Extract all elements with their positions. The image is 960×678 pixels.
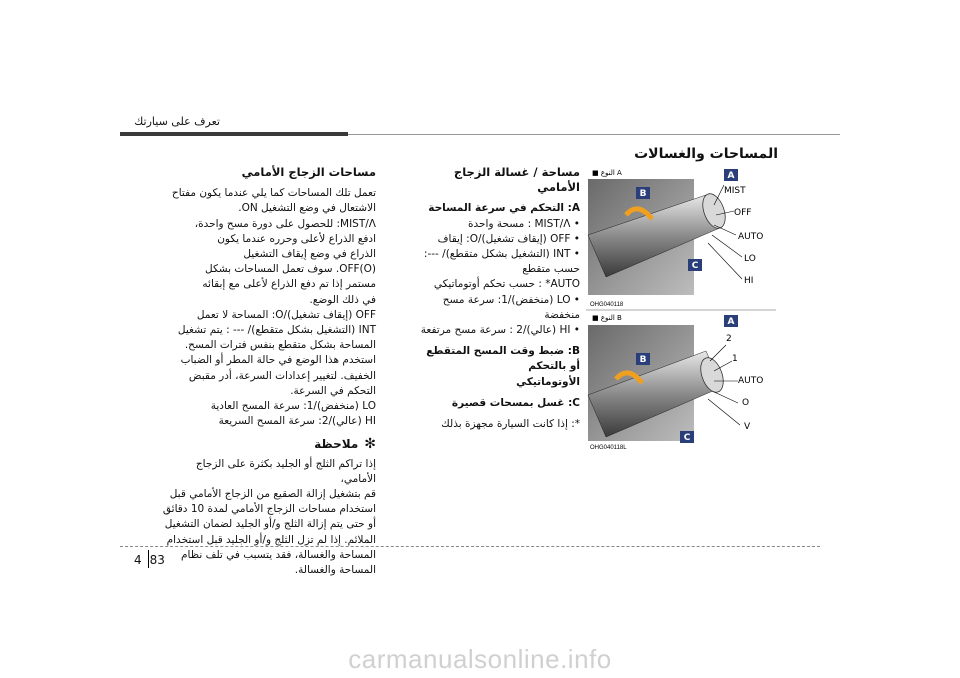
page-number-value: 83: [149, 553, 165, 567]
type-b-code: OHG040118L: [590, 445, 627, 451]
svg-text:C: C: [691, 261, 699, 271]
text-line: مستمر إذا تم دفع الذراع لأعلى مع إبقائه: [202, 278, 376, 291]
type-a-lo-label: LO: [744, 254, 756, 264]
note-line: استخدام مساحات الزجاج الأمامي لمدة 10 دقائق: [162, 503, 376, 516]
text-line: • OFF (إيقاف تشغيل)/O: إيقاف: [437, 232, 580, 245]
svg-text:B: B: [639, 355, 647, 365]
wiper-washer-heading: مساحة / غسالة الزجاج الأمامي: [453, 165, 580, 195]
note-line: المساحة والغسالة، فقد يتسبب في تلف نظام: [181, 548, 376, 561]
text-line: LO (منخفض)/1: سرعة المسح العادية: [210, 400, 376, 413]
text-line: INT (التشغيل بشكل متقطع)/ --- : يتم تشغيل: [177, 324, 376, 337]
text-line: الأوتوماتيكي: [516, 375, 580, 388]
text-line: استخدم هذا الوضع في حالة المطر أو الضباب: [180, 354, 376, 367]
text-line: • INT (التشغيل بشكل متقطع)/ ---:: [423, 248, 580, 261]
text-line: تعمل تلك المساحات كما يلي عندما يكون مفتاح: [171, 187, 376, 200]
text-line: C: غسل بمسحات قصيرة: [451, 396, 580, 409]
text-line: B: ضبط وقت المسح المتقطع أو بالتحكم: [426, 345, 580, 373]
footer-rule: [120, 546, 820, 547]
text-line: HI (عالي)/2: سرعة المسح السريعة: [218, 415, 376, 428]
type-a-label: ■ النوع A: [592, 169, 622, 177]
text-line: • HI (عالي)/2 : سرعة مسح مرتفعة: [420, 324, 580, 337]
text-line: المساحة بشكل متقطع بنفس فترات المسح.: [184, 339, 376, 352]
type-b-2-label: 2: [726, 334, 732, 344]
note-star-icon: ✻: [364, 436, 376, 453]
type-b-o-label: O: [742, 398, 750, 408]
type-a-mist-label: MIST: [724, 186, 746, 196]
section-title: المساحات والغسالات: [634, 146, 778, 162]
text-line: الخفيف. لتغيير إعدادات السرعة، أدر مقبض: [188, 369, 376, 382]
windshield-wipers-heading: مساحات الزجاج الأمامي: [241, 165, 376, 179]
text-line: OFF (إيقاف تشغيل)/O: المساحة لا تعمل: [196, 308, 376, 321]
note-line: إذا تراكم الثلج أو الجليد بكثرة على الزجاج الأمامي،: [195, 457, 376, 485]
note-line: قم بتشغيل إزالة الصقيع من الزجاج الأمامي قبل: [169, 488, 376, 501]
windshield-wipers-column: [158, 165, 376, 578]
header-title: تعرف على سيارتك: [134, 115, 220, 128]
type-a-code: OHG040118: [590, 302, 624, 308]
type-b-label: ■ النوع B: [592, 314, 622, 322]
svg-text:C: C: [683, 433, 691, 443]
wiper-washer-column: [420, 165, 580, 432]
type-b-panel: [588, 314, 763, 451]
page-number: [134, 553, 165, 567]
text-line: OFF(O). سوف تعمل المساحات بشكل: [205, 263, 376, 276]
watermark: carmanualsonline.info: [348, 644, 612, 674]
note-line: أو حتى يتم إزالة الثلج و/أو الجليد لضمان التشغيل: [164, 518, 376, 531]
text-line: التحكم في السرعة.: [290, 384, 376, 397]
svg-text:A: A: [727, 317, 735, 327]
note-line: الملائم. إذا لم تزل الثلج و/أو الجليد قبل استخدام: [166, 533, 376, 546]
type-b-auto-label: AUTO: [738, 376, 764, 386]
text-line: حسب متقطع: [522, 263, 580, 276]
type-b-intermittent-label: ᐯ: [744, 422, 751, 432]
chapter-number: 4: [134, 553, 142, 567]
svg-text:A: A: [727, 171, 735, 181]
wiper-switch-diagram: [586, 165, 776, 455]
note-heading: [158, 437, 376, 452]
text-line: *: إذا كانت السيارة مجهزة بذلك: [441, 418, 580, 431]
text-line: • LO (منخفض)/1: سرعة مسح منخفضة: [442, 293, 580, 321]
svg-text:B: B: [639, 189, 647, 199]
text-line: الذراع في وضع إيقاف التشغيل: [243, 248, 376, 261]
header-bar: [120, 132, 348, 136]
text-line: الاشتعال في وضع التشغيل ON.: [238, 202, 376, 215]
type-a-auto-label: AUTO: [738, 232, 764, 242]
type-a-panel: [586, 165, 776, 308]
text-line: ادفع الذراع لأعلى وحرره عندما يكون: [217, 232, 376, 245]
type-a-hi-label: HI: [744, 276, 754, 286]
note-line: المساحة والغسالة.: [294, 564, 376, 577]
text-line: A: التحكم في سرعة المساحة: [428, 202, 580, 215]
text-line: AUTO* : حسب تحكم أوتوماتيكي: [433, 278, 580, 291]
note-title: ملاحظة: [314, 437, 359, 452]
text-line: • MIST/ᐱ : مسحة واحدة: [468, 217, 580, 230]
text-line: في ذلك الوضع.: [309, 293, 376, 306]
header-rule: [348, 134, 840, 135]
type-a-off-label: OFF: [734, 208, 752, 218]
type-b-1-label: 1: [732, 354, 738, 364]
text-line: MIST/ᐱ: للحصول على دورة مسح واحدة،: [194, 217, 376, 230]
